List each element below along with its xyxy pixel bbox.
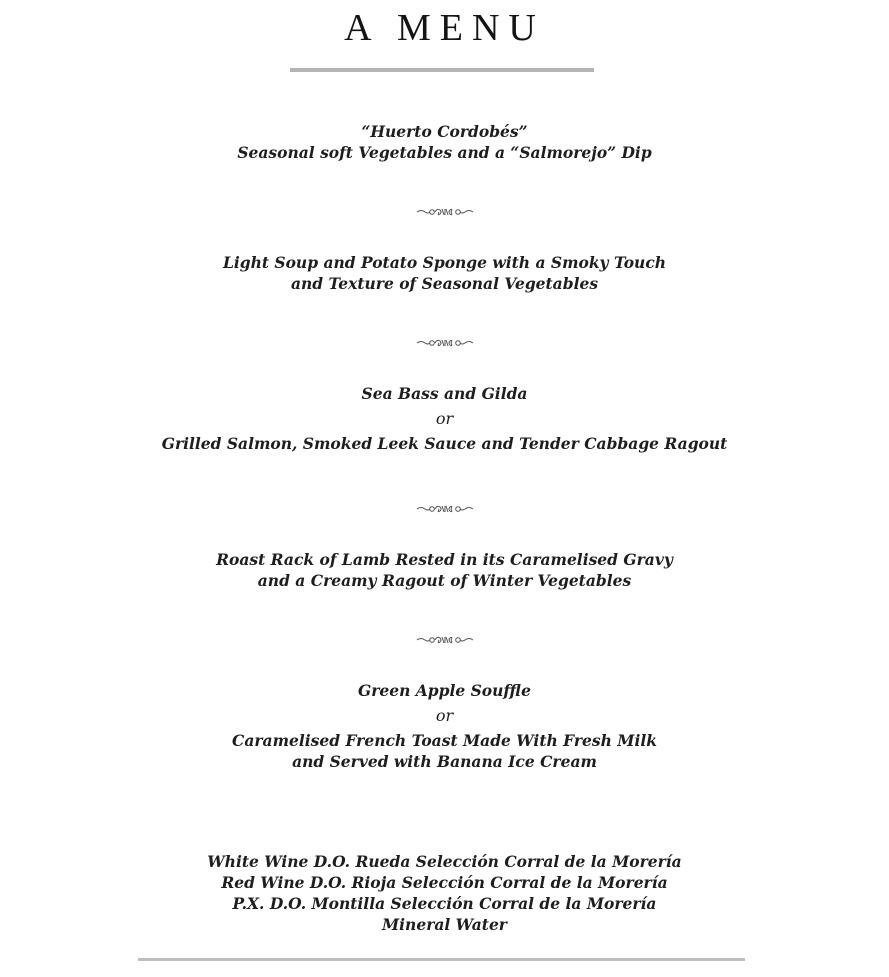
ornamental-flourish-icon: [415, 206, 475, 218]
drink-item: Mineral Water: [382, 915, 507, 934]
course-line: Seasonal soft Vegetables and a “Salmorejo” Dip: [237, 143, 652, 162]
separator: [0, 500, 889, 512]
drinks-list: [0, 851, 889, 935]
bottom-divider: [138, 958, 745, 961]
course-main: [0, 549, 889, 591]
course-line: Green Apple Souffle: [357, 681, 532, 700]
drink-item: White Wine D.O. Rueda Selección Corral de la Morería: [207, 852, 682, 871]
course-fish: [0, 383, 889, 454]
course-starter: [0, 121, 889, 163]
separator: [0, 203, 889, 215]
separator: [0, 631, 889, 643]
course-line: and Texture of Seasonal Vegetables: [290, 274, 599, 293]
ornamental-flourish-icon: [415, 337, 475, 349]
ornamental-flourish-icon: [415, 634, 475, 646]
course-line: Sea Bass and Gilda: [361, 384, 528, 403]
course-line: Light Soup and Potato Sponge with a Smoky Touch: [222, 253, 667, 272]
course-line: “Huerto Cordobés”: [361, 122, 528, 141]
course-line: Roast Rack of Lamb Rested in its Caramelised Gravy: [216, 550, 673, 569]
course-or: or: [435, 706, 454, 725]
title-divider: [290, 68, 594, 72]
course-line: Caramelised French Toast Made With Fresh Milk: [232, 731, 657, 750]
course-line: and a Creamy Ragout of Winter Vegetables: [257, 571, 632, 590]
page-title: A MENU: [344, 7, 545, 49]
course-line: Grilled Salmon, Smoked Leek Sauce and Tender Cabbage Ragout: [161, 434, 728, 453]
course-line: and Served with Banana Ice Cream: [292, 752, 597, 771]
course-dessert: [0, 680, 889, 772]
ornamental-flourish-icon: [415, 503, 475, 515]
drink-item: Red Wine D.O. Rioja Selección Corral de la Morería: [221, 873, 668, 892]
course-or: or: [435, 409, 454, 428]
drink-item: P.X. D.O. Montilla Selección Corral de la Morería: [232, 894, 657, 913]
course-soup: [0, 252, 889, 294]
separator: [0, 334, 889, 346]
